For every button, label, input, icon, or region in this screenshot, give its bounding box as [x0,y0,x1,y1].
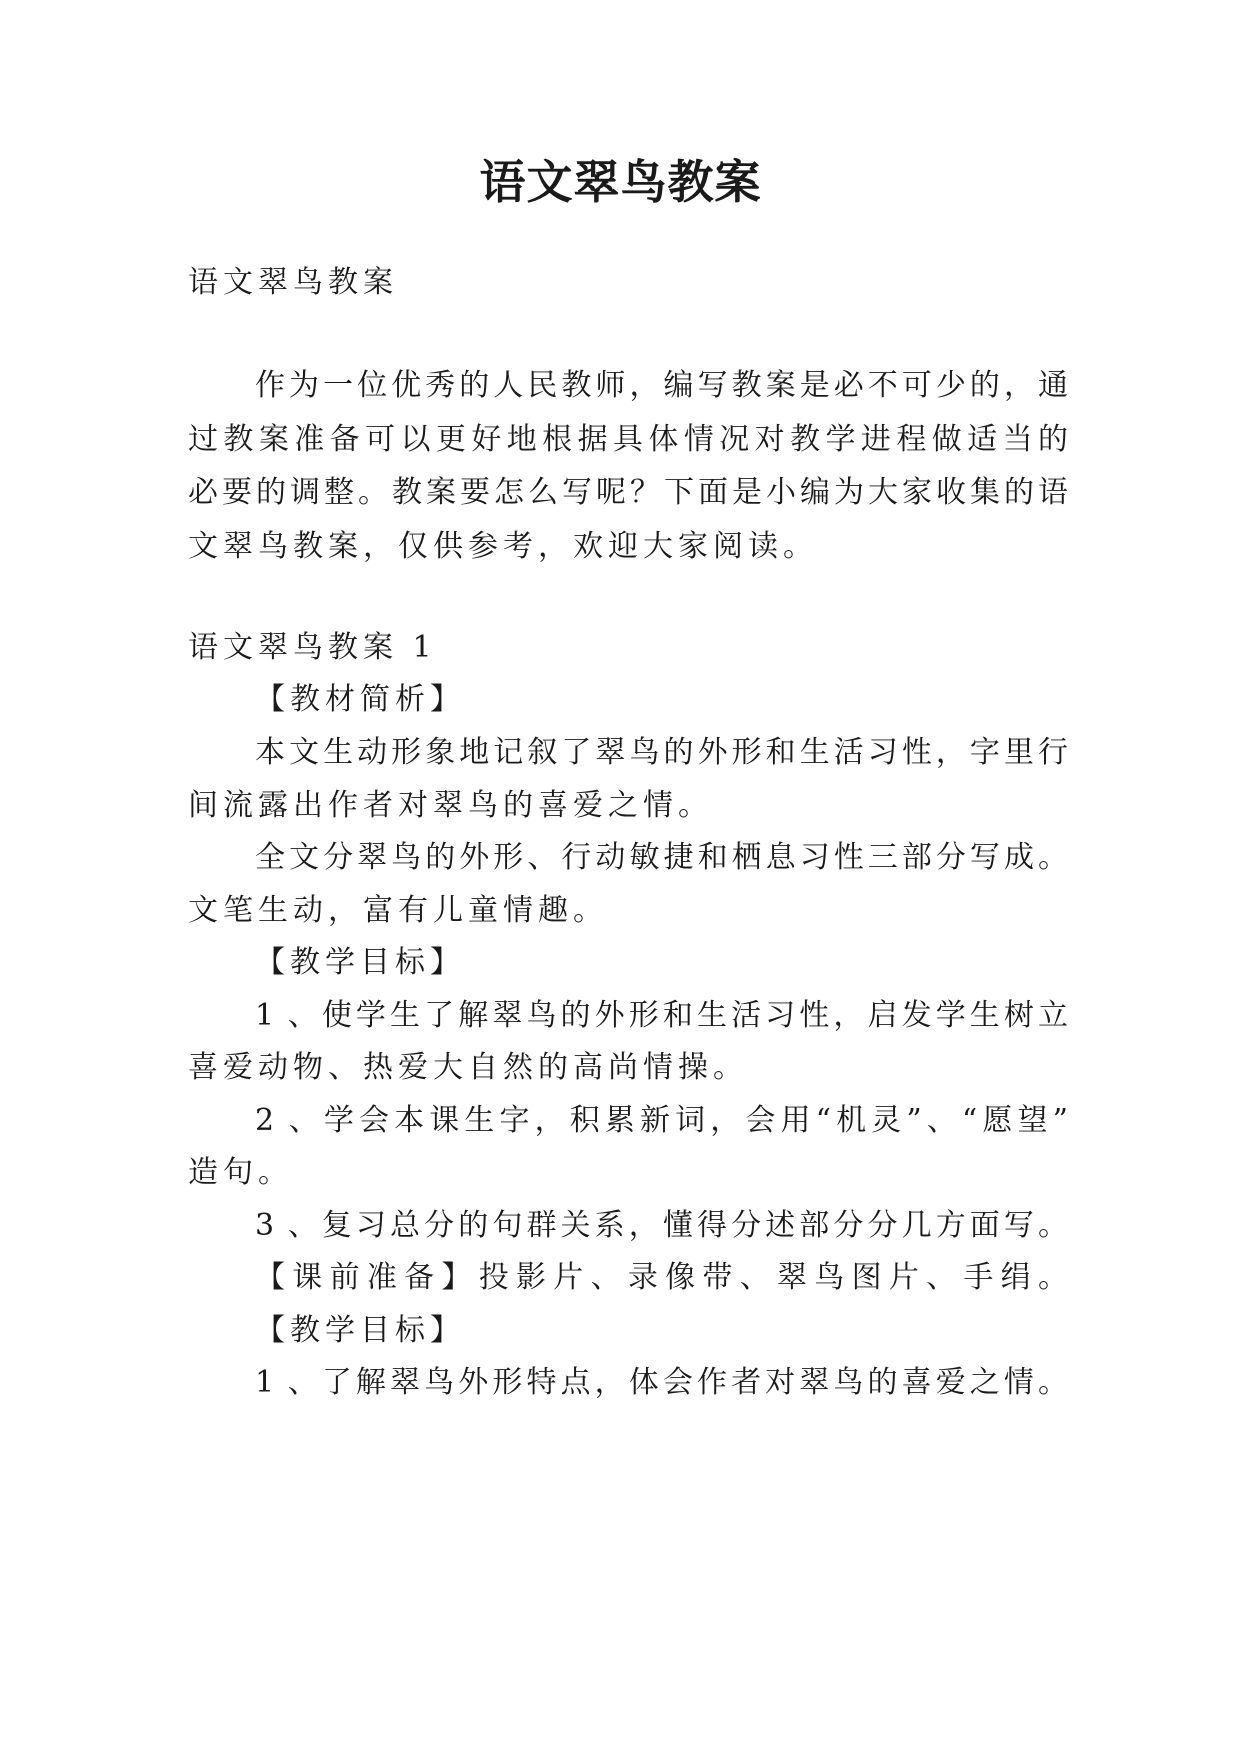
analysis-line: 间流露出作者对翠鸟的喜爱之情。 [188,788,713,823]
analysis-line: 全文分翠鸟的外形、行动敏捷和栖息习性三部分写成。 [255,840,1068,875]
goal-line: 1 、使学生了解翠鸟的外形和生活习性，启发学生树立 [255,998,1068,1033]
heading-goals: 【教学目标】 [255,945,465,980]
goal-line: 造句。 [188,1155,293,1190]
document-title: 语文翠鸟教案 [479,155,762,209]
prep-line: 【课前准备】投影片、录像带、翠鸟图片、手绢。 [255,1260,1068,1295]
analysis-line: 文笔生动，富有儿童情趣。 [188,893,608,928]
heading-goals-2: 【教学目标】 [255,1313,465,1348]
intro-line: 文翠鸟教案，仅供参考，欢迎大家阅读。 [188,529,818,564]
goal-line: 2 、学会本课生字，积累新词，会用“机灵”、“愿望” [255,1103,1068,1138]
section-heading: 语文翠鸟教案 1 [188,630,437,665]
intro-line: 作为一位优秀的人民教师，编写教案是必不可少的，通 [255,368,1068,403]
goal-line: 喜爱动物、热爱大自然的高尚情操。 [188,1050,748,1085]
goal-line: 3 、复习总分的句群关系，懂得分述部分分几方面写。 [255,1208,1068,1243]
intro-line: 必要的调整。教案要怎么写呢？下面是小编为大家收集的语 [188,475,1068,510]
analysis-line: 本文生动形象地记叙了翠鸟的外形和生活习性，字里行 [255,735,1068,770]
document-subtitle: 语文翠鸟教案 [188,265,398,300]
goal2-line: 1 、了解翠鸟外形特点，体会作者对翠鸟的喜爱之情。 [255,1365,1068,1400]
intro-line: 过教案准备可以更好地根据具体情况对教学进程做适当的 [188,422,1068,457]
heading-materials: 【教材简析】 [255,682,465,717]
